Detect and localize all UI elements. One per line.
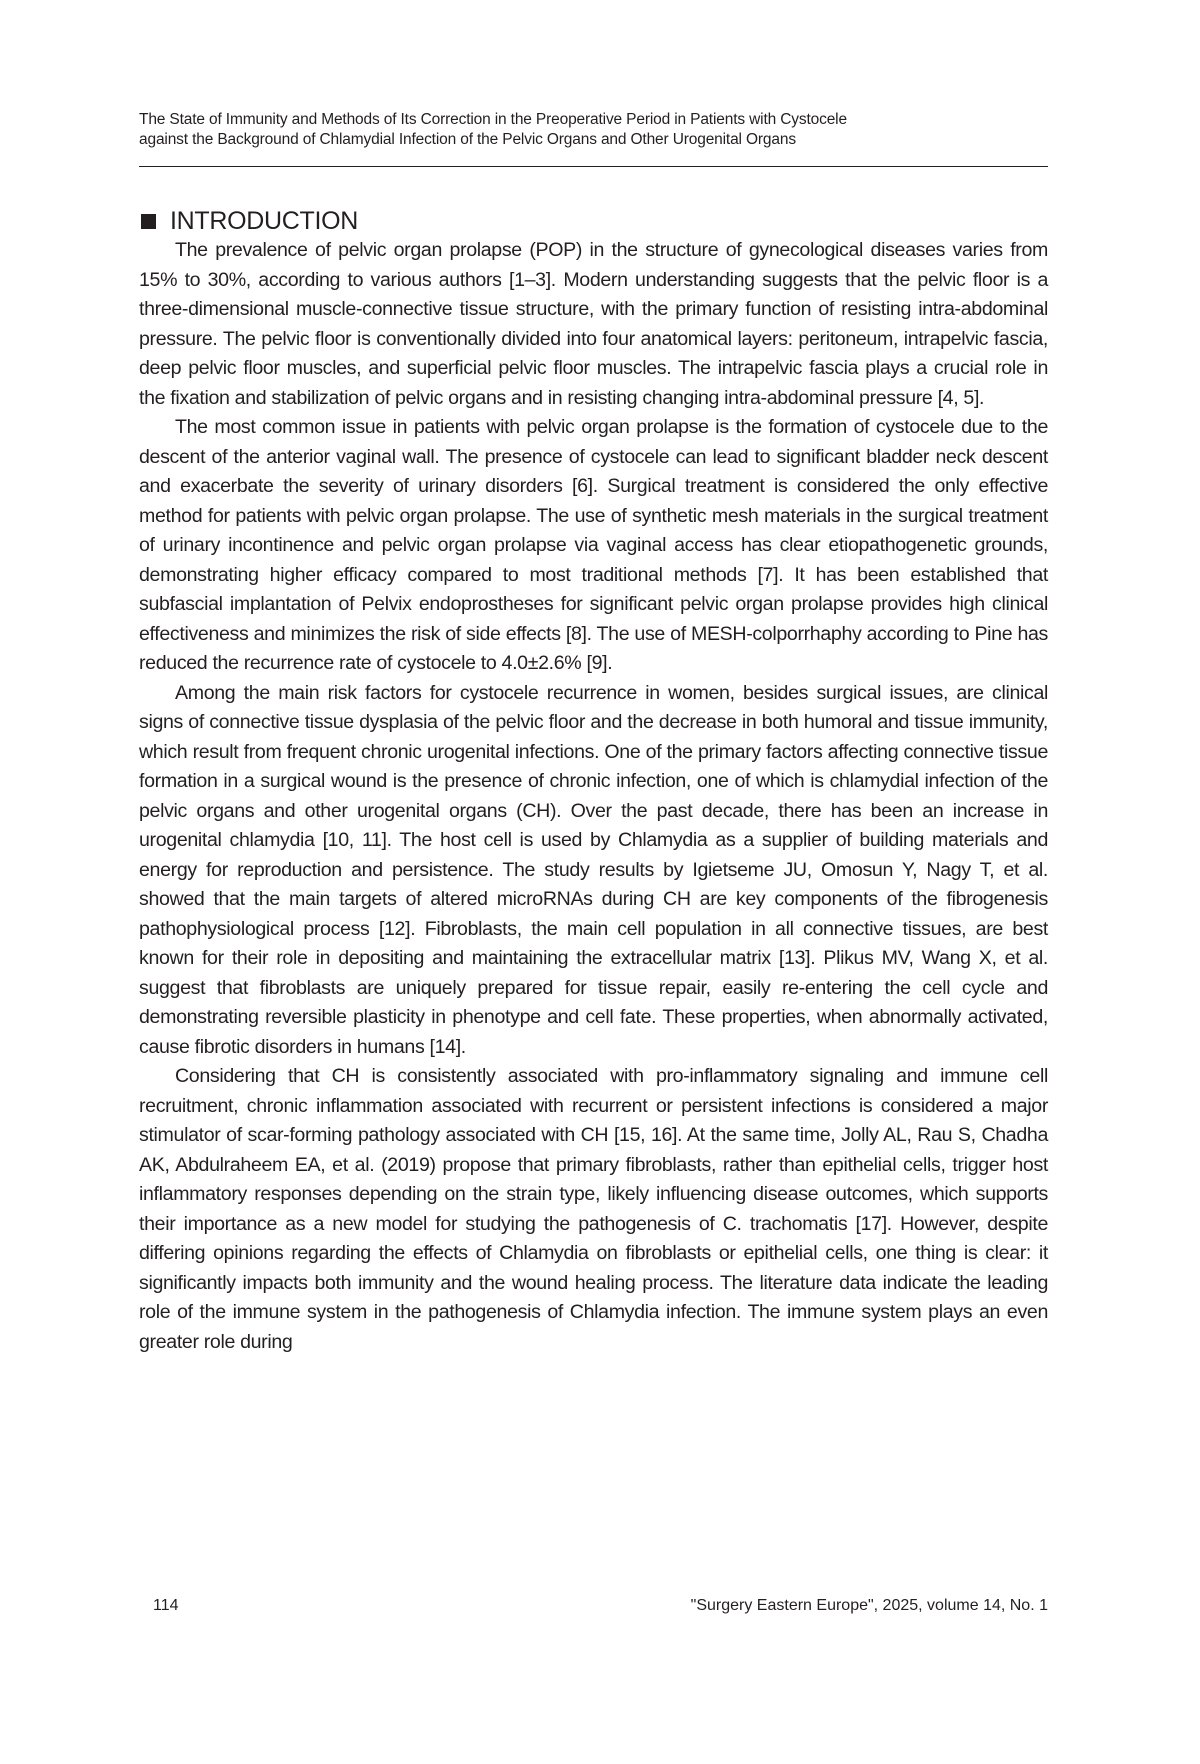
running-head-line-2: against the Background of Chlamydial Infection of the Pelvic Organs and Other Urogenital Organs bbox=[139, 131, 796, 148]
paragraph: The prevalence of pelvic organ prolapse (POP) in the structure of gynecological diseases varies from 15% to 30%, according to various authors [1–3]. Modern understanding suggests that the pelvic floor is a three-dimensional muscle-connective tissue structure, with the primary function of resisting intra-abdominal pressure. The pelvic floor is conventionally divided into four anatomical layers: peritoneum, intrapelvic fascia, deep pelvic floor muscles, and superficial pelvic floor muscles. The intrapelvic fascia plays a crucial role in the fixation and stabilization of pelvic organs and in resisting changing intra-abdominal pressure [4, 5]. bbox=[139, 239, 1048, 409]
section-heading bbox=[139, 206, 358, 236]
section-bullet-square-icon bbox=[141, 214, 156, 229]
body-text bbox=[139, 236, 1048, 1357]
running-head bbox=[139, 110, 1048, 150]
paragraph: Among the main risk factors for cystocele recurrence in women, besides surgical issues, are clinical signs of connective tissue dysplasia of the pelvic floor and the decrease in both humoral and tissue immunity, which result from frequent chronic urogenital infections. One of the primary factors affecting connective tissue formation in a surgical wound is the presence of chronic infection, one of which is chlamydial infection of the pelvic organs and other urogenital organs (CH). Over the past decade, there has been an increase in urogenital chlamydia [10, 11]. The host cell is used by Chlamydia as a supplier of building materials and energy for reproduction and persistence. The study results by Igietseme JU, Omosun Y, Nagy T, et al. showed that the main targets of altered microRNAs during CH are key components of the fibrogenesis pathophysiological process [12]. Fibroblasts, the main cell population in all connective tissues, are best known for their role in depositing and maintaining the extracellular matrix [13]. Plikus MV, Wang X, et al. suggest that fibroblasts are uniquely prepared for tissue repair, easily re-entering the cell cycle and demonstrating reversible plasticity in phenotype and cell fate. These properties, when abnormally activated, cause fibrotic disorders in humans [14]. bbox=[139, 681, 1048, 1058]
paragraph: The most common issue in patients with pelvic organ prolapse is the formation of cystocele due to the descent of the anterior vaginal wall. The presence of cystocele can lead to significant bladder neck descent and exacerbate the severity of urinary disorders [6]. Surgical treatment is considered the only effective method for patients with pelvic organ prolapse. The use of synthetic mesh materials in the surgical treatment of urinary incontinence and pelvic organ prolapse via vaginal access has clear etiopathogenetic grounds, demonstrating higher efficacy compared to most traditional methods [7]. It has been established that subfascial implantation of Pelvix endoprostheses for significant pelvic organ prolapse provides high clinical effectiveness and minimizes the risk of side effects [8]. The use of MESH-colporrhaphy according to Pine has reduced the recurrence rate of cystocele to 4.0±2.6% [9]. bbox=[139, 416, 1048, 674]
page-footer bbox=[139, 1596, 1048, 1616]
journal-citation: "Surgery Eastern Europe", 2025, volume 14, No. 1 bbox=[690, 1597, 1048, 1614]
running-head-divider bbox=[139, 166, 1048, 167]
section-heading-text: INTRODUCTION bbox=[170, 207, 359, 235]
page-number: 114 bbox=[153, 1597, 179, 1614]
running-head-line-1: The State of Immunity and Methods of Its Correction in the Preoperative Period in Patients with Cystocele bbox=[139, 111, 847, 128]
paragraph: Considering that CH is consistently associated with pro-inflammatory signaling and immune cell recruitment, chronic inflammation associated with recurrent or persistent infections is considered a major stimulator of scar-forming pathology associated with CH [15, 16]. At the same time, Jolly AL, Rau S, Chadha AK, Abdulraheem EA, et al. (2019) propose that primary fibroblasts, rather than epithelial cells, trigger host inflammatory responses depending on the strain type, likely influencing disease outcomes, which supports their importance as a new model for studying the pathogenesis of C. trachomatis [17]. However, despite differing opinions regarding the effects of Chlamydia on fibroblasts or epithelial cells, one thing is clear: it significantly impacts both immunity and the wound healing process. The literature data indicate the leading role of the immune system in the pathogenesis of Chlamydia infection. The immune system plays an even greater role during bbox=[139, 1065, 1048, 1353]
